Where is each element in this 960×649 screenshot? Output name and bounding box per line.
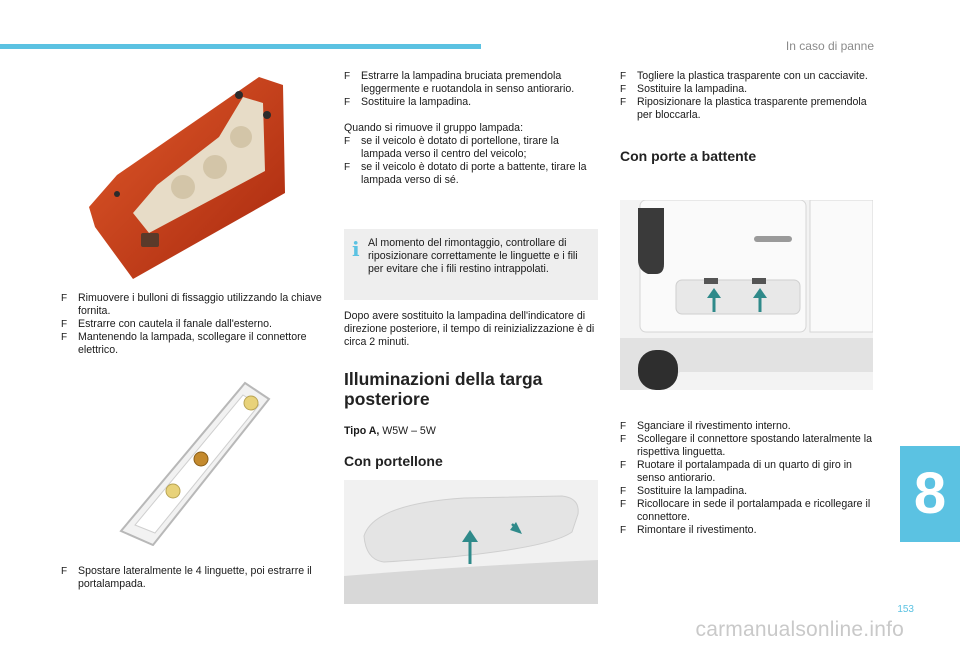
wheel-icon xyxy=(638,350,678,390)
doors-heading: Con porte a battente xyxy=(620,148,757,164)
tailgate-plate-light-image xyxy=(344,480,598,604)
col3-steps-1 xyxy=(620,70,876,165)
bulb-holder-image xyxy=(117,381,273,546)
tail-light-icon xyxy=(638,208,664,274)
bulb-type-value: W5W – 5W xyxy=(382,425,436,437)
tail-light-unit-image xyxy=(87,75,292,280)
list-item: F Sostituire la lampadina. xyxy=(620,83,748,95)
bulb-type-line xyxy=(344,425,602,438)
bulb-icon xyxy=(244,396,258,410)
rear-doors-image xyxy=(620,200,873,390)
removal-intro: Quando si rimuove il gruppo lampada: xyxy=(344,122,524,134)
electrical-connector-icon xyxy=(141,233,159,247)
bulb-icon xyxy=(166,484,180,498)
fixing-bolt-icon xyxy=(114,191,120,197)
page-number: 153 xyxy=(897,604,914,615)
plate-lighting-heading: Illuminazioni della targa posteriore xyxy=(344,369,543,409)
header-accent-bar xyxy=(0,44,481,49)
chapter-number: 8 xyxy=(913,461,947,526)
list-item: F Rimontare il rivestimento. xyxy=(620,524,757,536)
col1-steps-1 xyxy=(61,292,323,357)
info-note-text: Al momento del rimontaggio, controllare di riposizionare correttamente le linguette e i fili per evitare che i fili restino intrappolati. xyxy=(368,237,578,275)
right-rear-door xyxy=(810,200,873,332)
instruction-list xyxy=(344,135,602,187)
col2-lower-text xyxy=(344,310,602,470)
list-item: F Ruotare il portalampada di un quarto di giro in senso antiorario. xyxy=(620,459,852,484)
list-item: F se il veicolo è dotato di portellone, tirare la lampada verso il centro del veicolo; xyxy=(344,135,559,160)
list-item: F Estrarre la lampadina bruciata premendola leggermente e ruotandola in senso antiorario. xyxy=(344,70,575,95)
list-item: F Sostituire la lampadina. xyxy=(344,96,472,108)
instruction-list xyxy=(620,420,876,537)
section-title: In caso di panne xyxy=(785,39,874,53)
col1-steps-2 xyxy=(61,565,323,591)
list-item: F Sostituire la lampadina. xyxy=(620,485,748,497)
info-note-box xyxy=(344,229,598,300)
plate-recess xyxy=(676,280,800,314)
tailgate-heading: Con portellone xyxy=(344,453,443,469)
instruction-list xyxy=(61,292,323,357)
fixing-bolt-icon xyxy=(263,111,271,119)
col3-steps-2 xyxy=(620,420,876,537)
watermark-text: carmanualsonline.info xyxy=(695,618,904,641)
fixing-bolt-icon xyxy=(235,91,243,99)
list-item: F Mantenendo la lampada, scollegare il connettore elettrico. xyxy=(61,331,307,356)
list-item: F Estrarre con cautela il fanale dall'esterno. xyxy=(61,318,272,330)
list-item: F se il veicolo è dotato di porte a battente, tirare la lampada verso di sé. xyxy=(344,161,587,186)
instruction-list xyxy=(620,70,876,122)
info-icon: i xyxy=(352,237,360,261)
bulb-icon xyxy=(194,452,208,466)
reset-note: Dopo avere sostituito la lampadina dell'indicatore di direzione posteriore, il tempo di reinizializzazione è di circa 2 minuti. xyxy=(344,310,595,348)
list-item: F Togliere la plastica trasparente con un cacciavite. xyxy=(620,70,868,82)
list-item: F Sganciare il rivestimento interno. xyxy=(620,420,791,432)
list-item: F Scollegare il connettore spostando lateralmente la rispettiva linguetta. xyxy=(620,433,872,458)
bulb-type-label: Tipo A, xyxy=(344,425,380,437)
list-item: F Riposizionare la plastica trasparente premendola per bloccarla. xyxy=(620,96,867,121)
instruction-list xyxy=(344,70,602,109)
list-item: F Spostare lateralmente le 4 linguette, poi estrarre il portalampada. xyxy=(61,565,312,590)
col2-text xyxy=(344,70,602,187)
instruction-list xyxy=(61,565,323,591)
list-item: F Rimuovere i bulloni di fissaggio utilizzando la chiave fornita. xyxy=(61,292,322,317)
door-handle-icon xyxy=(754,236,792,242)
chapter-tab xyxy=(900,446,960,542)
list-item: F Ricollocare in sede il portalampada e ricollegare il connettore. xyxy=(620,498,871,523)
